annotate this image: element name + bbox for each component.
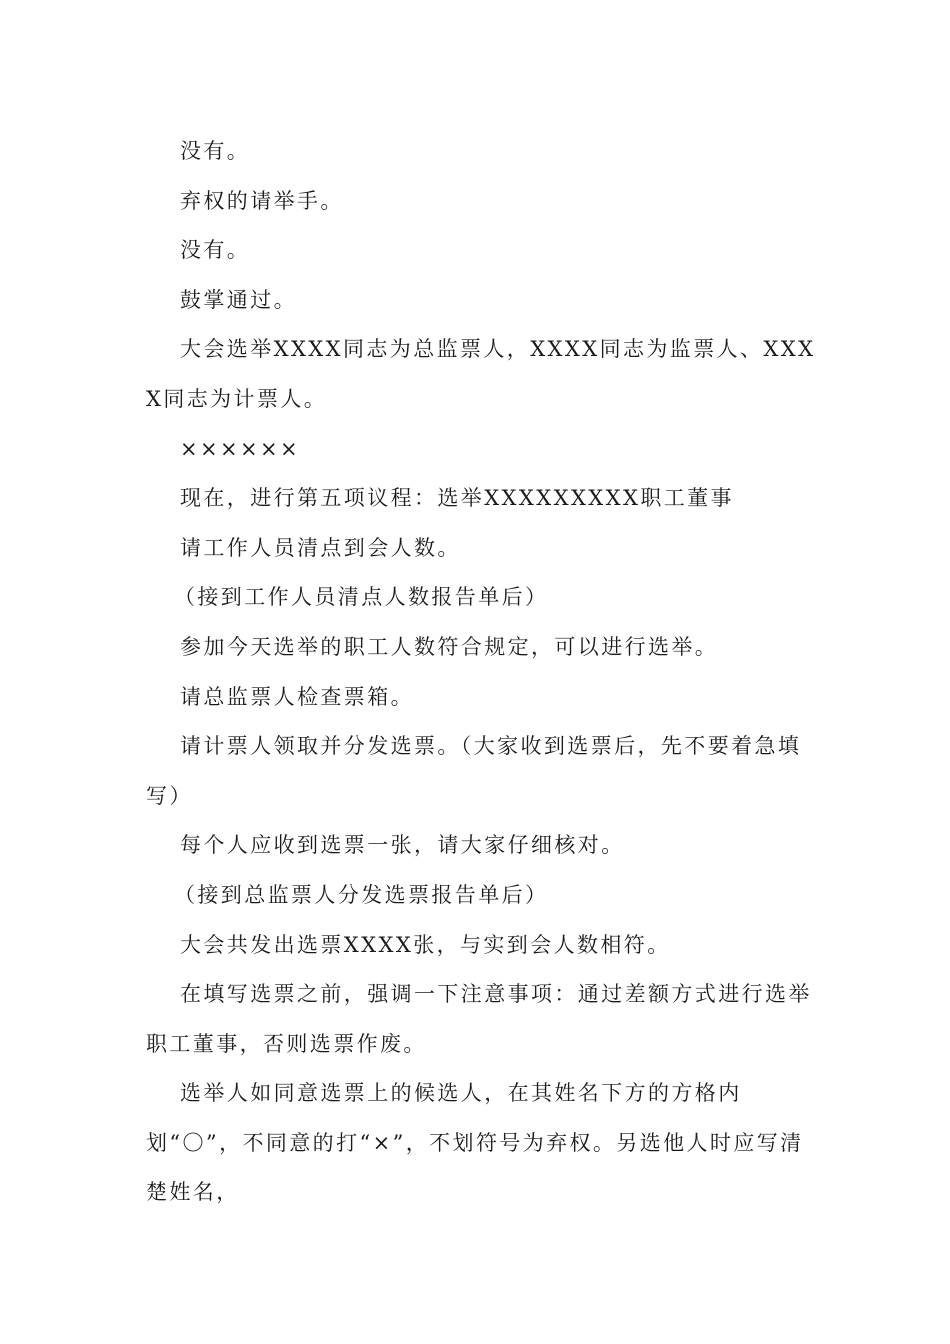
document-body (146, 127, 826, 1218)
paragraph-4: 鼓掌通过。 (180, 287, 297, 312)
paragraph-16: 在填写选票之前，强调一下注意事项：通过差额方式进行选举职工董事，否则选票作废。 (146, 982, 812, 1056)
paragraph-10: 参加今天选举的职工人数符合规定，可以进行选举。 (180, 634, 719, 659)
paragraph-2: 弃权的请举手。 (180, 188, 344, 213)
paragraph-17: 选举人如同意选票上的候选人，在其姓名下方的方格内划“〇”，不同意的打“×”，不划符号为弃权。另选他人时应写清楚姓名， (146, 1081, 804, 1205)
paragraph-11: 请总监票人检查票箱。 (180, 684, 414, 709)
paragraph-12: 请计票人领取并分发选票。（大家收到选票后，先不要着急填写） (146, 734, 802, 808)
paragraph-9: （接到工作人员清点人数报告单后） (174, 585, 549, 610)
paragraph-13: 每个人应收到选票一张，请大家仔细核对。 (180, 833, 625, 858)
paragraph-8: 请工作人员清点到会人数。 (180, 535, 461, 560)
paragraph-14: （接到总监票人分发选票报告单后） (174, 882, 549, 907)
paragraph-6: ×××××× (180, 436, 300, 461)
paragraph-15: 大会共发出选票XXXX张，与实到会人数相符。 (180, 932, 671, 957)
paragraph-3: 没有。 (180, 238, 251, 263)
paragraph-1: 没有。 (180, 139, 251, 163)
paragraph-7: 现在，进行第五项议程：选举XXXXXXXXX职工董事 (180, 486, 734, 511)
paragraph-5: 大会选举XXXX同志为总监票人，XXXX同志为监票人、XXXX同志为计票人。 (146, 337, 816, 411)
